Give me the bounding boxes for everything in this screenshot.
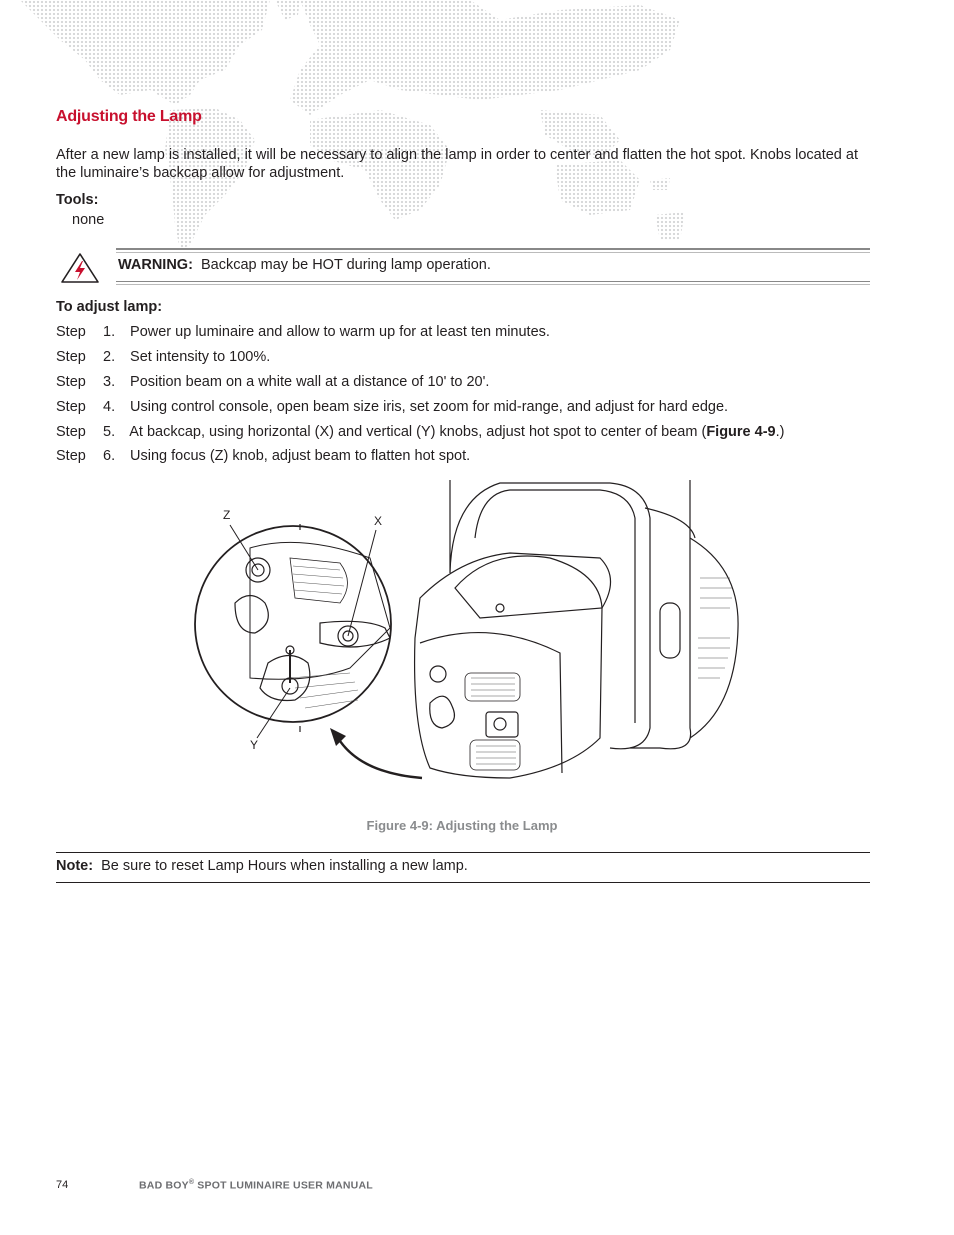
step-text-end: .) [775, 424, 785, 440]
note-label: Note: [56, 858, 94, 874]
warning-rule-top [116, 248, 870, 250]
step-text: At backcap, using horizontal (X) and vertical (Y) knobs, adjust hot spot to center of beam ( [129, 424, 707, 440]
footer-title-suffix: SPOT LUMINAIRE USER MANUAL [194, 1179, 373, 1192]
note-rule-bottom [56, 882, 870, 883]
step-word: Step [56, 399, 86, 415]
page-number: 74 [56, 1179, 69, 1191]
step-1 [56, 324, 550, 340]
step-text: Set intensity to 100%. [130, 349, 271, 365]
step-number: 2. [103, 349, 116, 365]
step-word: Step [56, 374, 86, 390]
warning-label: WARNING: [118, 257, 193, 273]
step-text: Using focus (Z) knob, adjust beam to flatten hot spot. [130, 448, 471, 464]
warning-rule-bottom-inner [116, 284, 870, 285]
step-3 [56, 374, 489, 390]
step-2 [56, 349, 270, 365]
figure-reference-link[interactable]: Figure 4-9 [706, 424, 776, 440]
step-number: 1. [103, 324, 116, 340]
footer-title [139, 1179, 373, 1192]
step-4 [56, 399, 728, 415]
figure-label-y: Y [250, 738, 259, 752]
intro-paragraph: After a new lamp is installed, it will be necessary to align the lamp in order to center and flatten the hot spot. Knobs located at the luminaire’s backcap allow for adjustment. [56, 147, 858, 181]
step-number: 5. [103, 424, 116, 440]
warning-rule-top-inner [116, 252, 870, 253]
step-word: Step [56, 424, 86, 440]
figure-label-z: Z [223, 508, 231, 522]
step-text: Position beam on a white wall at a distance of 10' to 20'. [130, 374, 490, 390]
step-number: 3. [103, 374, 116, 390]
step-text: Using control console, open beam size iris, set zoom for mid-range, and adjust for hard edge. [130, 399, 729, 415]
step-5 [56, 424, 784, 440]
step-word: Step [56, 448, 86, 464]
registered-mark: ® [188, 1179, 195, 1186]
step-number: 4. [103, 399, 116, 415]
note-text: Be sure to reset Lamp Hours when installing a new lamp. [101, 858, 468, 874]
step-6 [56, 448, 470, 464]
note-block [56, 858, 468, 874]
note-rule-top [56, 852, 870, 853]
warning-text [118, 257, 491, 273]
tools-value: none [72, 212, 105, 228]
step-text: Power up luminaire and allow to warm up for at least ten minutes. [130, 324, 550, 340]
section-heading: Adjusting the Lamp [56, 108, 202, 125]
figure-label-x: X [374, 514, 383, 528]
footer-title-prefix: BAD BOY [139, 1179, 189, 1192]
warning-rule-bottom [116, 281, 870, 282]
step-number: 6. [103, 448, 116, 464]
step-word: Step [56, 349, 86, 365]
lamp-adjustment-illustration [190, 478, 750, 783]
procedure-label: To adjust lamp: [56, 299, 163, 315]
tools-label: Tools: [56, 192, 99, 208]
step-word: Step [56, 324, 86, 340]
lightning-warning-icon [60, 252, 100, 284]
warning-message: Backcap may be HOT during lamp operation. [200, 257, 491, 273]
figure-caption: Figure 4-9: Adjusting the Lamp [366, 818, 558, 833]
